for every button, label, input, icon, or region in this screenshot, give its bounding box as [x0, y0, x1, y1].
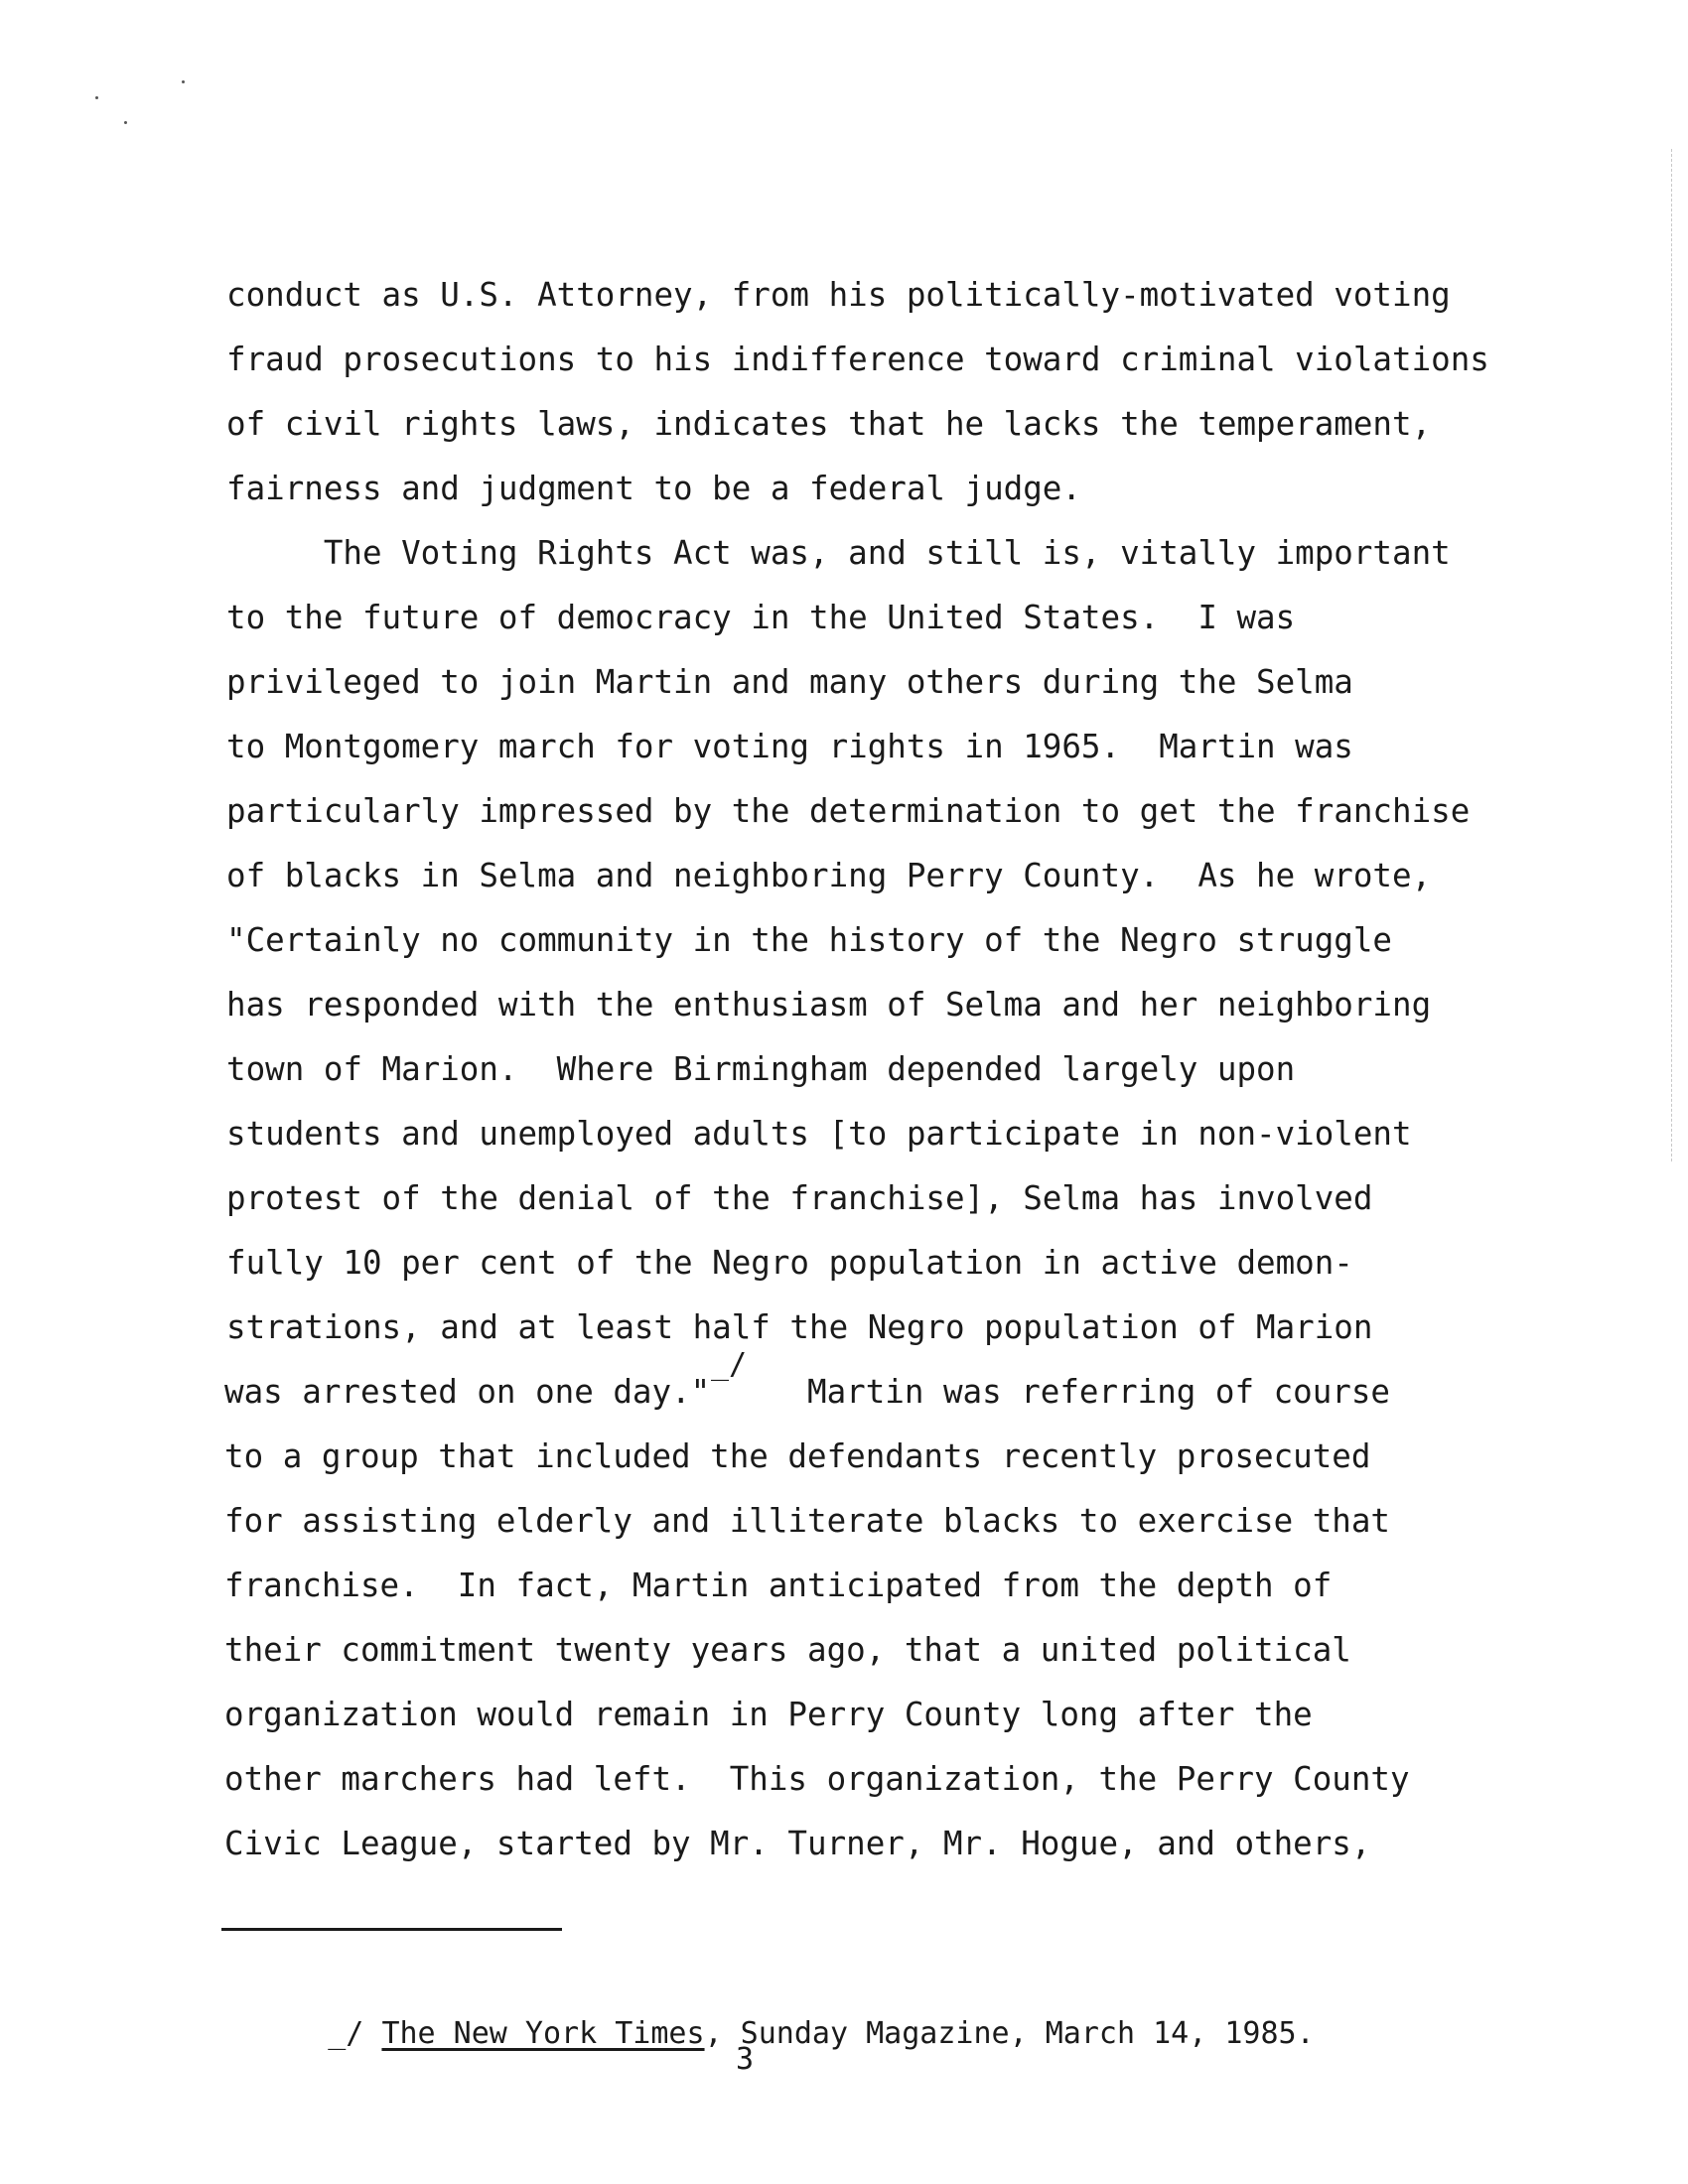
body-line-8: to Montgomery march for voting rights in 1965. Martin was	[226, 728, 1353, 765]
body-line-12: has responded with the enthusiasm of Selma and her neighboring	[226, 986, 1432, 1024]
body-line-2: fraud prosecutions to his indifference toward criminal violations	[226, 341, 1489, 378]
footnote-reference: _/	[711, 1347, 748, 1382]
body-line-14: students and unemployed adults [to participate in non-violent	[226, 1115, 1412, 1153]
body-line-17: strations, and at least half the Negro population of Marion	[226, 1308, 1373, 1346]
body-line-9: particularly impressed by the determination to get the franchise	[226, 792, 1471, 830]
footnote-divider	[221, 1928, 562, 1931]
scan-speck	[124, 121, 127, 124]
body-line-11: "Certainly no community in the history of the Negro struggle	[226, 921, 1392, 959]
scan-edge	[1671, 149, 1673, 1161]
scan-speck	[95, 96, 98, 99]
body-line-18: was arrested on one day." Martin was referring of course	[224, 1373, 1390, 1411]
body-line-24: other marchers had left. This organization, the Perry County	[224, 1760, 1410, 1798]
body-line-6: to the future of democracy in the United States. I was	[226, 599, 1296, 636]
footnote-source-title: The New York Times	[381, 2016, 705, 2051]
body-line-10: of blacks in Selma and neighboring Perry County. As he wrote,	[226, 857, 1432, 894]
body-line-3: of civil rights laws, indicates that he lacks the temperament,	[226, 405, 1432, 443]
body-line-7: privileged to join Martin and many others during the Selma	[226, 663, 1353, 701]
body-line-19: to a group that included the defendants recently prosecuted	[224, 1437, 1371, 1475]
body-line-16: fully 10 per cent of the Negro population in active demon-	[226, 1244, 1353, 1282]
body-line-25: Civic League, started by Mr. Turner, Mr. Hogue, and others,	[224, 1825, 1371, 1862]
page-number: 3	[735, 2042, 755, 2077]
body-line-23: organization would remain in Perry County long after the	[224, 1696, 1313, 1733]
body-line-4: fairness and judgment to be a federal judge.	[226, 470, 1081, 507]
body-line-1: conduct as U.S. Attorney, from his politically-motivated voting	[226, 276, 1451, 314]
footnote-marker: _/	[328, 2016, 364, 2051]
body-line-21: franchise. In fact, Martin anticipated from the depth of	[224, 1567, 1333, 1604]
body-line-15: protest of the denial of the franchise], Selma has involved	[226, 1179, 1373, 1217]
body-line-20: for assisting elderly and illiterate blacks to exercise that	[224, 1502, 1390, 1540]
body-line-5: The Voting Rights Act was, and still is, vitally important	[226, 534, 1451, 572]
scan-speck	[182, 80, 185, 83]
body-line-13: town of Marion. Where Birmingham depended largely upon	[226, 1050, 1296, 1088]
body-line-22: their commitment twenty years ago, that a united political	[224, 1631, 1351, 1669]
footnote-citation: , Sunday Magazine, March 14, 1985.	[704, 2016, 1315, 2051]
